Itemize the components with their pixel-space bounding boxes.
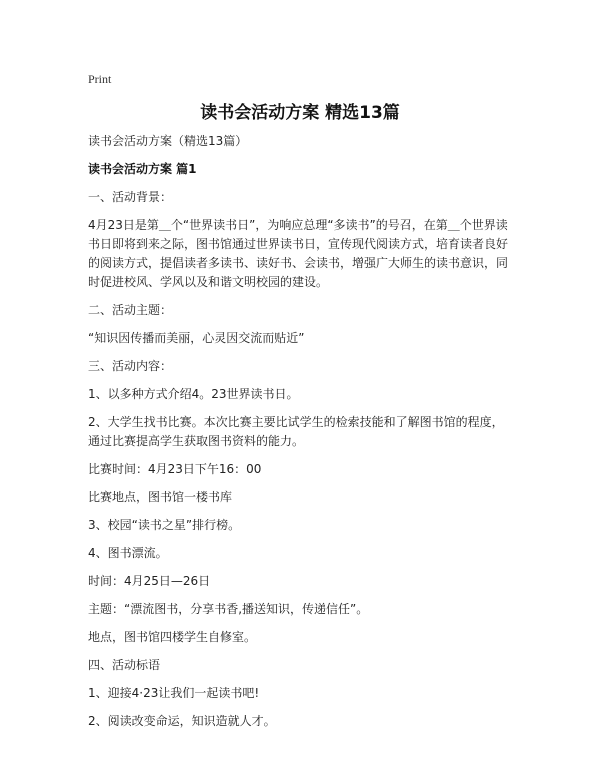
paragraph: 2、大学生找书比赛。本次比赛主要比试学生的检索技能和了解图书馆的程度，通过比赛提高学生获取图书资料的能力。 bbox=[88, 415, 504, 448]
paragraph: 比赛时间：4月23日下午16：00 bbox=[88, 462, 262, 476]
paragraph: 时间：4月25日—26日 bbox=[88, 574, 211, 588]
paragraph: 3、校园“读书之星”排行榜。 bbox=[88, 518, 241, 532]
paragraph: 主题：“漂流图书，分享书香,播送知识，传递信任”。 bbox=[88, 602, 369, 616]
paragraph: 比赛地点，图书馆一楼书库 bbox=[88, 490, 233, 504]
paragraph: 4月23日是第＿个“世界读书日”，为响应总理“多读书”的号召，在第＿个世界读书日即将到来之际，图书馆通过世界读书日，宣传现代阅读方式，培育读者良好的阅读方式，提倡读者多读书、读好书、会读书，增强广大师生的读书意识，同时促进校风、学风以及和谐文明校园的建设。 bbox=[88, 218, 509, 289]
document-body bbox=[88, 132, 512, 740]
paragraph: 三、活动内容： bbox=[88, 359, 173, 373]
paragraph: 1、以多种方式介绍4。23世界读书日。 bbox=[88, 387, 299, 401]
paragraph: 读书会活动方案（精选13篇） bbox=[88, 134, 248, 148]
print-label: Print bbox=[88, 72, 112, 86]
paragraph: “知识因传播而美丽，心灵因交流而贴近” bbox=[88, 331, 305, 345]
section-heading: 读书会活动方案 篇1 bbox=[88, 162, 197, 176]
paragraph: 2、阅读改变命运，知识造就人才。 bbox=[88, 714, 276, 728]
paragraph: 一、活动背景： bbox=[88, 190, 173, 204]
paragraph: 1、迎接4·23让我们一起读书吧! bbox=[88, 686, 260, 700]
paragraph: 二、活动主题： bbox=[88, 303, 173, 317]
paragraph: 四、活动标语 bbox=[88, 658, 161, 672]
document-title: 读书会活动方案 精选13篇 bbox=[200, 103, 400, 123]
paragraph: 地点，图书馆四楼学生自修室。 bbox=[88, 630, 257, 644]
paragraph: 4、图书漂流。 bbox=[88, 546, 168, 560]
